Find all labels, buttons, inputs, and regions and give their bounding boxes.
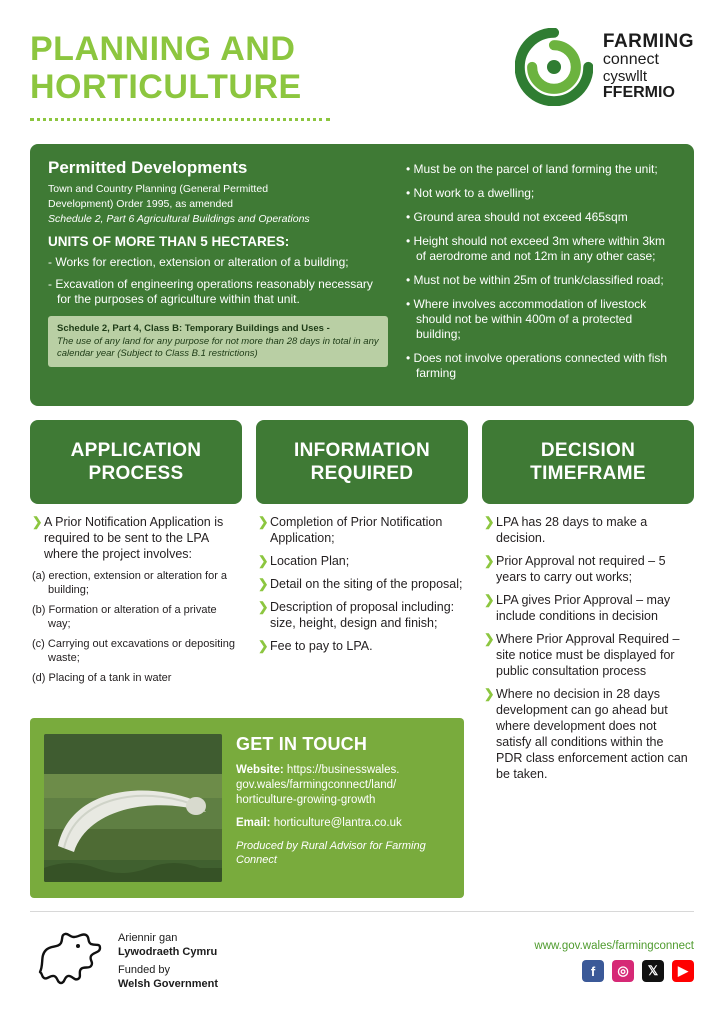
chevron-right-icon: ❯	[258, 554, 269, 568]
farming-connect-swirl-icon	[515, 28, 593, 106]
youtube-icon[interactable]: ▶	[672, 960, 694, 982]
footer-url[interactable]: www.gov.wales/farmingconnect	[534, 940, 694, 952]
produced-by-note: Produced by Rural Advisor for Farming Connect	[236, 840, 426, 866]
condition-text: Ground area should not exceed 465sqm	[413, 210, 628, 224]
condition-item: • Must not be within 25m of trunk/classified road;	[406, 273, 664, 287]
condition-text: Height should not exceed 3m where within 3km of aerodrome and not 12m in any other case;	[413, 234, 666, 263]
brand-wordmark	[603, 32, 694, 101]
condition-text: Not work to a dwelling;	[413, 186, 535, 200]
arrow-list-item	[484, 592, 692, 624]
arrow-item-text: A Prior Notification Application is required to be sent to the LPA where the project involves:	[44, 515, 224, 561]
arrow-list-item	[258, 599, 466, 631]
permitted-subtitle-line3: Schedule 2, Part 6 Agricultural Buildings and Operations	[48, 213, 310, 225]
arrow-item-text: Completion of Prior Notification Application;	[270, 515, 443, 545]
gov-line-3: Funded by	[118, 964, 170, 976]
permitted-subtitle-line2: Development) Order 1995, as amended	[48, 198, 234, 210]
website-label: Website:	[236, 764, 284, 776]
arrow-list-item	[484, 686, 692, 782]
lettered-item: (b) Formation or alteration of a private way;	[32, 604, 217, 630]
condition-text: Does not involve operations connected with fish farming	[413, 351, 668, 380]
chevron-right-icon: ❯	[484, 632, 495, 646]
permitted-note-body: The use of any land for any purpose for not more than 28 days in total in any calendar year (Subject to Class B.1 restrictions)	[57, 335, 379, 359]
gov-line-4: Welsh Government	[118, 978, 219, 990]
arrow-list-item	[258, 514, 466, 546]
social-links	[534, 960, 694, 982]
permitted-item: - Works for erection, extension or alteration of a building;	[48, 255, 349, 269]
condition-item: • Must be on the parcel of land forming the unit;	[406, 162, 658, 176]
brand-line-ffermio: FFERMIO	[602, 83, 675, 101]
arrow-item-text: Where Prior Approval Required – site notice must be displayed for public consultation process	[496, 632, 680, 678]
page-title: PLANNING AND HORTICULTURE	[30, 30, 302, 106]
permitted-note-box	[48, 316, 388, 367]
column-heading: INFORMATION REQUIRED	[256, 420, 468, 504]
chevron-right-icon: ❯	[258, 515, 269, 529]
arrow-list-item	[484, 631, 692, 679]
welsh-government-text	[118, 931, 218, 991]
condition-text: Where involves accommodation of livestock should not be within 400m of a protected building;	[413, 297, 647, 341]
get-in-touch-title: GET IN TOUCH	[236, 734, 368, 754]
email-value[interactable]: horticulture@lantra.co.uk	[273, 817, 402, 829]
condition-item: • Not work to a dwelling;	[406, 186, 535, 200]
website-line	[236, 763, 450, 808]
column-body	[30, 504, 242, 685]
brand-line-connect: connect	[602, 51, 659, 69]
welsh-dragon-crest-icon	[30, 930, 108, 993]
permitted-conditions-list	[406, 158, 676, 390]
arrow-item-text: Fee to pay to LPA.	[270, 639, 373, 653]
website-value[interactable]: https://businesswales. gov.wales/farmingconnect/land/ horticulture-growing-growth	[236, 764, 400, 806]
title-block	[30, 26, 515, 121]
condition-item: • Height should not exceed 3m where within 3km of aerodrome and not 12m in any other case;	[406, 234, 666, 263]
permitted-subtitle-line1: Town and Country Planning (General Permitted	[48, 183, 269, 195]
get-in-touch-panel	[30, 718, 464, 898]
page-header	[30, 26, 694, 130]
instagram-icon[interactable]: ◎	[612, 960, 634, 982]
permitted-title: Permitted Developments	[48, 158, 248, 177]
email-line	[236, 816, 450, 831]
x-twitter-icon[interactable]: 𝕏	[642, 960, 664, 982]
chevron-right-icon: ❯	[258, 639, 269, 653]
arrow-item-text: Location Plan;	[270, 554, 350, 568]
column-decision-timeframe	[482, 420, 694, 789]
arrow-item-text: Description of proposal including: size, height, design and finish;	[270, 600, 455, 630]
chevron-right-icon: ❯	[484, 687, 495, 701]
column-heading: DECISION TIMEFRAME	[482, 420, 694, 504]
footer-right	[534, 940, 694, 982]
get-in-touch-text	[236, 734, 450, 882]
permitted-note-title: Schedule 2, Part 4, Class B: Temporary Buildings and Uses -	[57, 322, 330, 334]
arrow-item-text: LPA has 28 days to make a decision.	[496, 515, 648, 545]
chevron-right-icon: ❯	[258, 577, 269, 591]
gov-line-2: Lywodraeth Cymru	[118, 946, 218, 958]
polytunnel-in-field-photo	[44, 734, 222, 882]
condition-text: Must not be within 25m of trunk/classified road;	[413, 273, 664, 287]
arrow-list-item	[258, 553, 466, 569]
page-footer	[30, 911, 694, 1000]
condition-text: Must be on the parcel of land forming the unit;	[413, 162, 658, 176]
arrow-list-item	[484, 553, 692, 585]
arrow-item-text: Prior Approval not required – 5 years to carry out works;	[496, 554, 666, 584]
lettered-item: (d) Placing of a tank in water	[32, 672, 172, 684]
column-heading: APPLICATION PROCESS	[30, 420, 242, 504]
arrow-list-item	[258, 576, 466, 592]
permitted-units-heading: UNITS OF MORE THAN 5 HECTARES:	[48, 234, 290, 249]
brand-logo	[515, 26, 694, 106]
welsh-government-logo	[30, 930, 218, 993]
arrow-list-item	[258, 638, 466, 654]
chevron-right-icon: ❯	[258, 600, 269, 614]
chevron-right-icon: ❯	[32, 515, 43, 529]
condition-item: • Ground area should not exceed 465sqm	[406, 210, 628, 224]
email-label: Email:	[236, 817, 271, 829]
condition-item: • Where involves accommodation of livestock should not be within 400m of a protected building;	[406, 297, 647, 341]
gov-line-1: Ariennir gan	[118, 932, 178, 944]
chevron-right-icon: ❯	[484, 593, 495, 607]
chevron-right-icon: ❯	[484, 515, 495, 529]
title-divider	[30, 118, 330, 121]
permitted-item: - Excavation of engineering operations reasonably necessary for the purposes of agriculture within that unit.	[48, 276, 373, 306]
arrow-item-text: Where no decision in 28 days development can go ahead but where development does not satisfy all conditions within the PDR class enforcement action can be taken.	[496, 687, 688, 781]
arrow-list-item	[484, 514, 692, 546]
brand-line-cyswllt: cyswllt	[602, 68, 648, 86]
permitted-developments-panel	[30, 144, 694, 406]
lettered-item: (c) Carrying out excavations or depositing waste;	[32, 638, 235, 664]
chevron-right-icon: ❯	[484, 554, 495, 568]
arrow-item-text: LPA gives Prior Approval – may include conditions in decision	[496, 593, 671, 623]
arrow-list-item	[32, 514, 240, 562]
column-body	[482, 504, 694, 782]
arrow-item-text: Detail on the siting of the proposal;	[270, 577, 463, 591]
permitted-left-column	[48, 158, 388, 390]
column-body	[256, 504, 468, 654]
brand-line-farming: FARMING	[602, 31, 694, 53]
lettered-item: (a) erection, extension or alteration for a building;	[32, 570, 228, 596]
condition-item: • Does not involve operations connected with fish farming	[406, 351, 668, 380]
facebook-icon[interactable]: f	[582, 960, 604, 982]
